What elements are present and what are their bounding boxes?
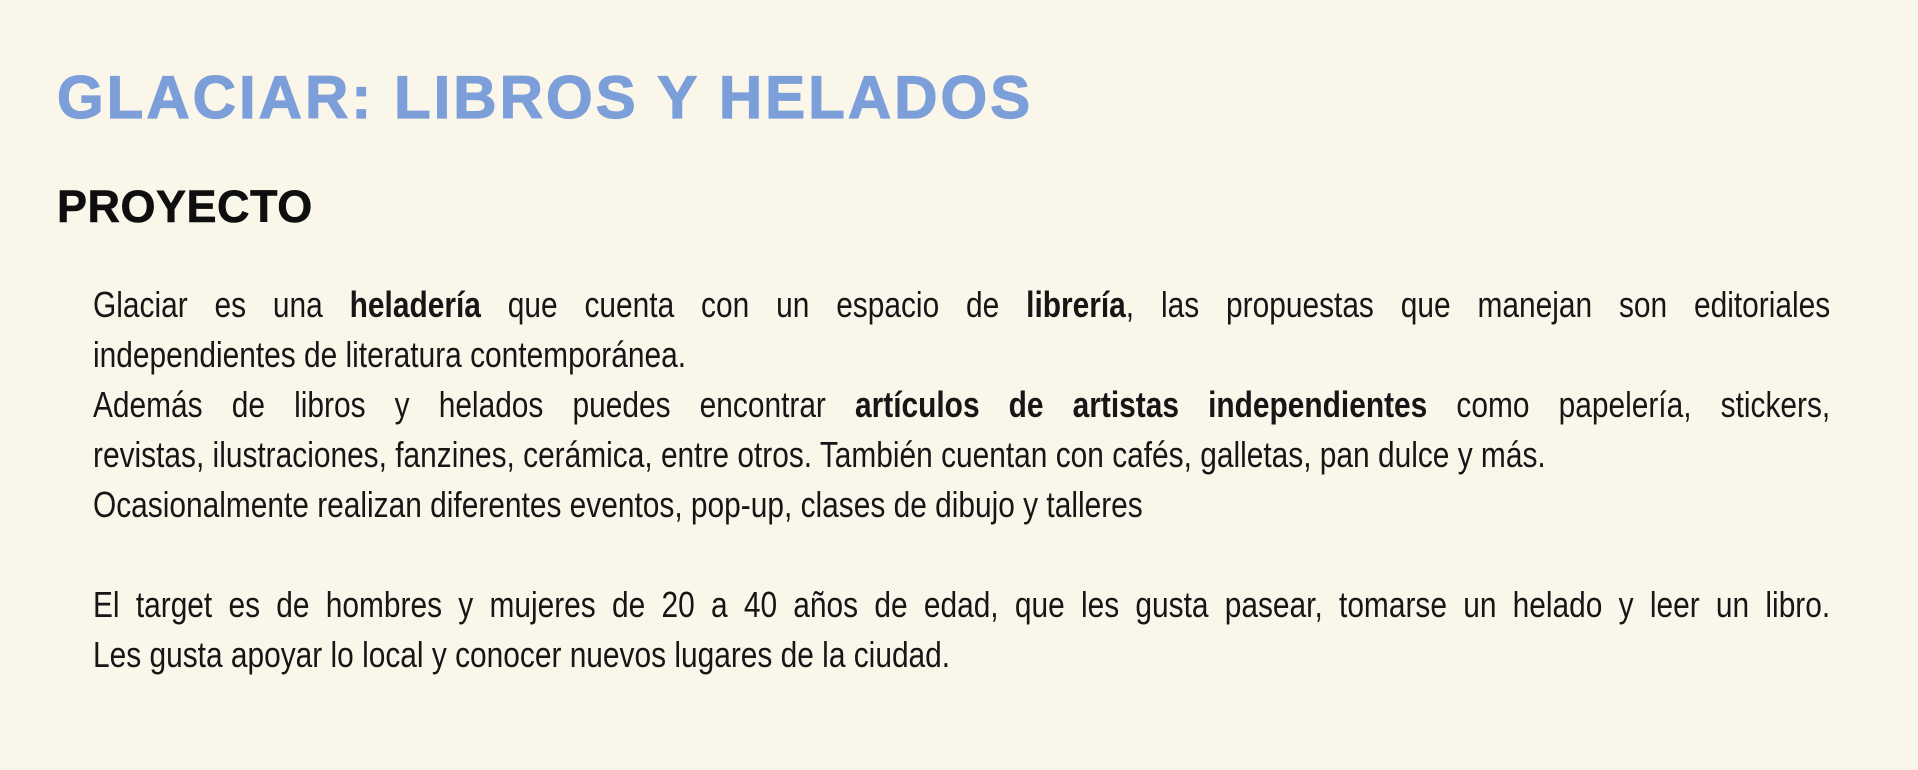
section-heading: PROYECTO: [57, 181, 313, 232]
text-segment: Además de libros y helados puedes encontrar: [93, 384, 856, 425]
text-segment: como papelería, stickers,: [1427, 384, 1831, 425]
text-line: [93, 330, 1830, 380]
project-description: [93, 280, 1830, 680]
text-line: [93, 280, 1830, 330]
text-segment-bold: artículos de artistas independientes: [855, 384, 1428, 425]
text-segment-bold: heladería: [349, 284, 481, 325]
text-segment: Ocasionalmente realizan diferentes eventos, pop-up, clases de dibujo y talleres: [93, 484, 1143, 525]
text-line: [93, 380, 1830, 430]
text-segment: Glaciar es una: [93, 284, 350, 325]
text-segment-bold: librería: [1026, 284, 1126, 325]
text-segment: revistas, ilustraciones, fanzines, cerámica, entre otros. También cuentan con cafés, galletas, pan dulce y más.: [93, 434, 1546, 475]
text-line: [93, 630, 1830, 680]
text-segment: independientes de literatura contemporánea.: [93, 334, 687, 375]
text-line: [93, 580, 1830, 630]
text-segment: El target es de hombres y mujeres de 20 a 40 años de edad, que les gusta pasear, tomarse un helado y leer un libro.: [93, 584, 1831, 625]
text-line: [93, 480, 1830, 530]
text-segment: , las propuestas que manejan son editoriales: [1125, 284, 1831, 325]
text-segment: que cuenta con un espacio de: [480, 284, 1027, 325]
page-title: GLACIAR: LIBROS Y HELADOS: [57, 64, 1034, 131]
text-segment: Les gusta apoyar lo local y conocer nuevos lugares de la ciudad.: [93, 634, 951, 675]
text-line: [93, 430, 1830, 480]
